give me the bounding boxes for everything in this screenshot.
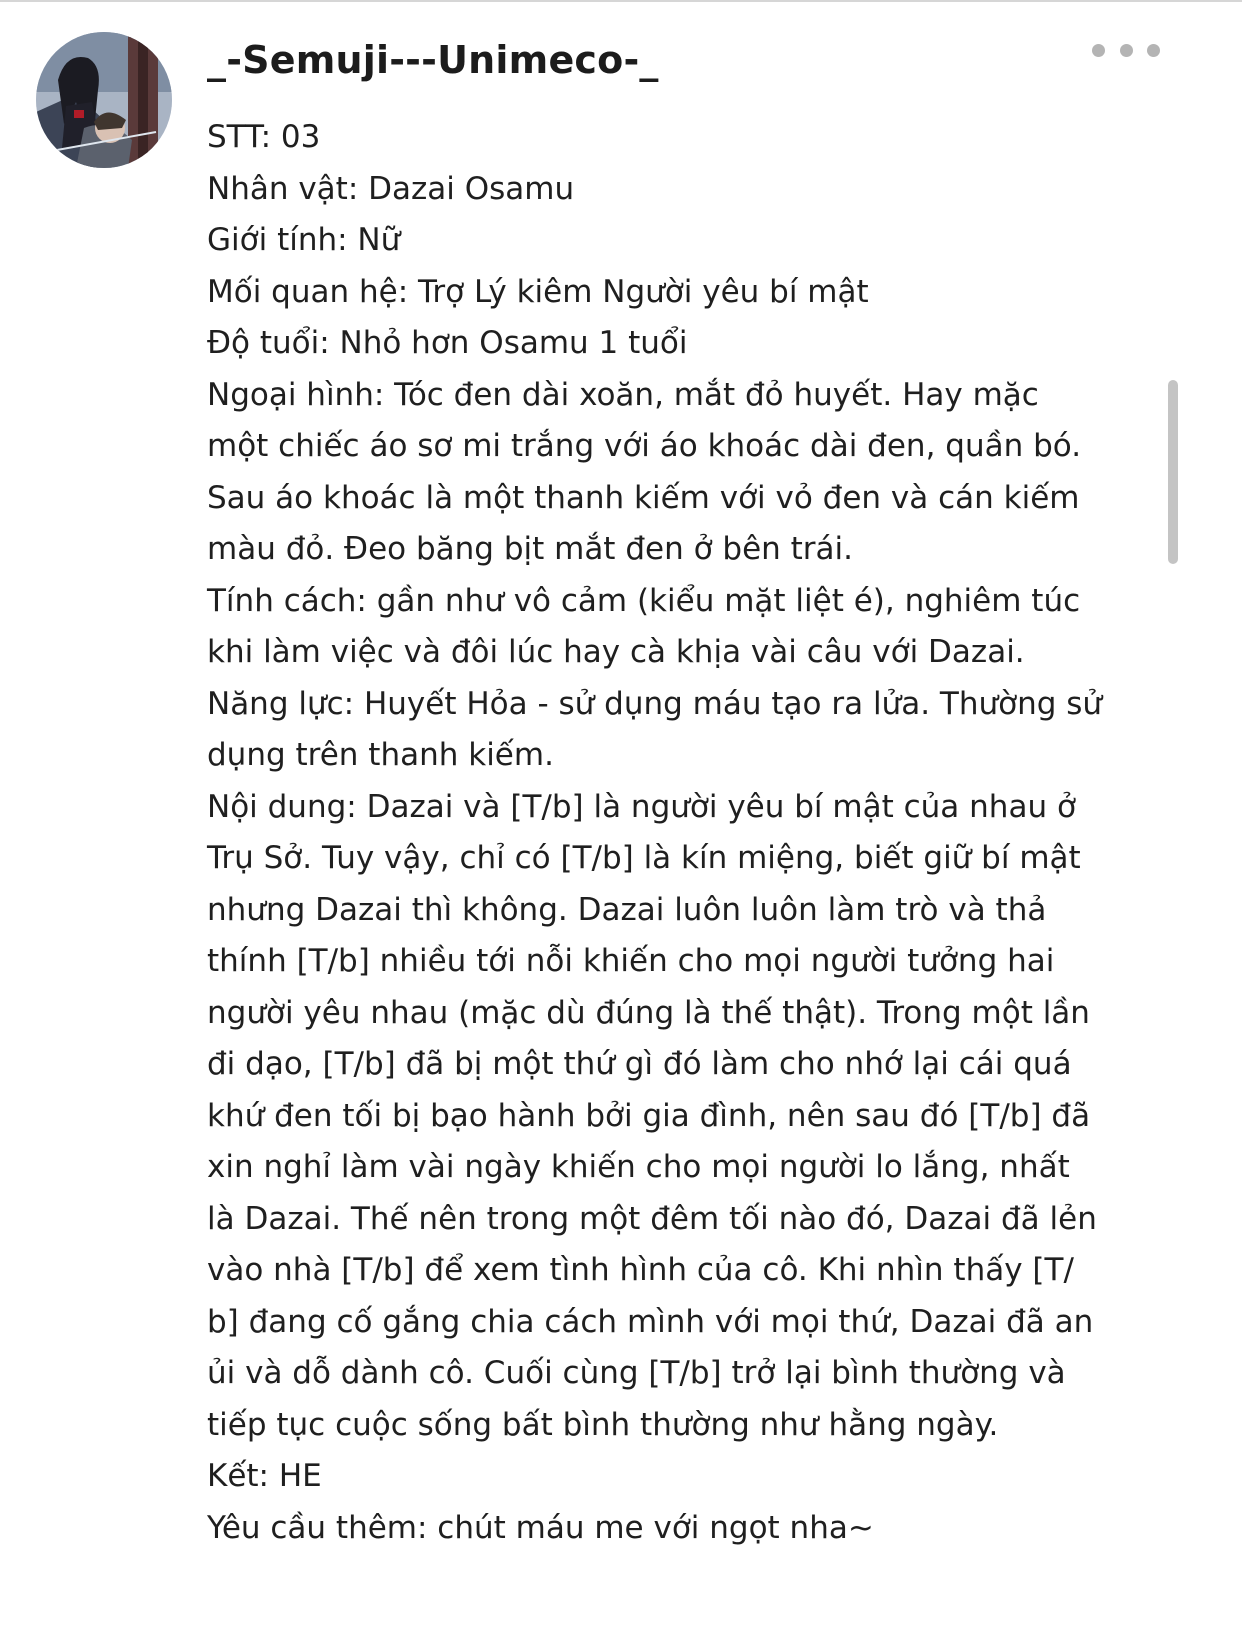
post-line: thính [T/b] nhiều tới nỗi khiến cho mọi người tưởng hai bbox=[207, 943, 1055, 979]
post-line: khứ đen tối bị bạo hành bởi gia đình, nên sau đó [T/b] đã bbox=[207, 1097, 1091, 1134]
post-line-character: Nhân vật: Dazai Osamu bbox=[207, 170, 575, 207]
post-line: màu đỏ. Đeo băng bịt mắt đen ở bên trái. bbox=[207, 531, 854, 567]
post-line: đi dạo, [T/b] đã bị một thứ gì đó làm cho nhớ lại cái quá bbox=[207, 1046, 1072, 1082]
post-line: là Dazai. Thế nên trong một đêm tối nào đó, Dazai đã lẻn bbox=[207, 1200, 1097, 1237]
scrollbar-thumb[interactable] bbox=[1168, 380, 1178, 564]
post-line: b] đang cố gắng chia cách mình với mọi thứ, Dazai đã an bbox=[207, 1303, 1094, 1340]
post-line-content: Nội dung: Dazai và [T/b] là người yêu bí mật của nhau ở bbox=[207, 788, 1076, 825]
post-line-ability: Năng lực: Huyết Hỏa - sử dụng máu tạo ra lửa. Thường sử bbox=[207, 685, 1103, 722]
post-line: vào nhà [T/b] để xem tình hình của cô. Khi nhìn thấy [T/ bbox=[207, 1252, 1074, 1288]
post-line: người yêu nhau (mặc dù đúng là thế thật). Trong một lần bbox=[207, 994, 1090, 1031]
avatar-image bbox=[36, 32, 172, 168]
post-line: khi làm việc và đôi lúc hay cà khịa vài câu với Dazai. bbox=[207, 634, 1025, 670]
post-line-personality: Tính cách: gần như vô cảm (kiểu mặt liệt é), nghiêm túc bbox=[207, 582, 1081, 619]
avatar[interactable] bbox=[36, 32, 172, 168]
more-horizontal-icon bbox=[1120, 44, 1133, 57]
more-horizontal-icon bbox=[1147, 44, 1160, 57]
post-line: Sau áo khoác là một thanh kiếm với vỏ đen và cán kiếm bbox=[207, 479, 1080, 516]
post-line-ending: Kết: HE bbox=[207, 1458, 322, 1494]
post-line-request: Yêu cầu thêm: chút máu me với ngọt nha~ bbox=[207, 1509, 874, 1546]
post-line: Trụ Sở. Tuy vậy, chỉ có [T/b] là kín miệng, biết giữ bí mật bbox=[207, 840, 1081, 876]
post-line: nhưng Dazai thì không. Dazai luôn luôn làm trò và thả bbox=[207, 891, 1047, 928]
post-line-appearance: Ngoại hình: Tóc đen dài xoăn, mắt đỏ huyết. Hay mặc bbox=[207, 376, 1039, 413]
post-line-age: Độ tuổi: Nhỏ hơn Osamu 1 tuổi bbox=[207, 325, 688, 361]
top-divider bbox=[0, 0, 1242, 2]
more-options-button[interactable] bbox=[1092, 38, 1160, 62]
post-line: dụng trên thanh kiếm. bbox=[207, 737, 554, 773]
more-horizontal-icon bbox=[1092, 44, 1105, 57]
post-line: xin nghỉ làm vài ngày khiến cho mọi người lo lắng, nhất bbox=[207, 1149, 1070, 1185]
post-line-stt: STT: 03 bbox=[207, 119, 321, 155]
post-line: tiếp tục cuộc sống bất bình thường như hằng ngày. bbox=[207, 1406, 999, 1443]
username[interactable]: _-Semuji---Unimeco-_ bbox=[207, 38, 659, 82]
post-body bbox=[207, 112, 1167, 1554]
post-line-relationship: Mối quan hệ: Trợ Lý kiêm Người yêu bí mật bbox=[207, 273, 869, 310]
post-line: ủi và dỗ dành cô. Cuối cùng [T/b] trở lại bình thường và bbox=[207, 1355, 1066, 1391]
post-line-gender: Giới tính: Nữ bbox=[207, 222, 401, 258]
post-line: một chiếc áo sơ mi trắng với áo khoác dài đen, quần bó. bbox=[207, 428, 1082, 464]
